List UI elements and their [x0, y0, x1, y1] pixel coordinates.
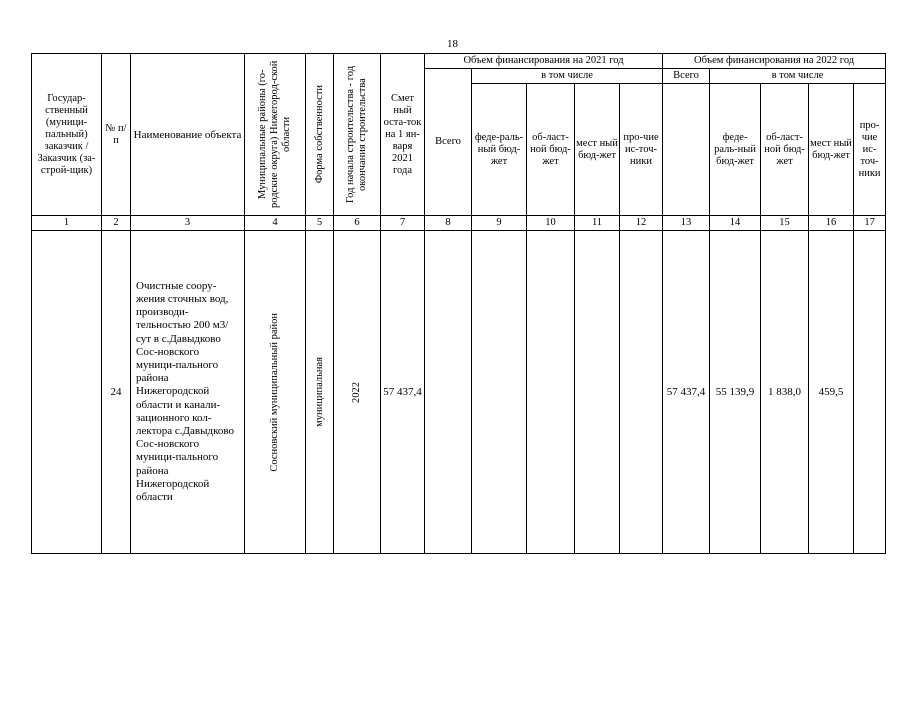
- cell-local-2021: [575, 231, 620, 554]
- cell-number: 24: [102, 231, 131, 554]
- cell-federal-2021: [472, 231, 527, 554]
- header-total-2022-blank: [663, 84, 710, 216]
- column-number: 7: [381, 216, 425, 231]
- cell-local-2022: 459,5: [809, 231, 854, 554]
- header-district: Муниципальные районы (го-родские округа) Нижегород-ской области: [245, 54, 306, 216]
- column-number: 4: [245, 216, 306, 231]
- page-number: 18: [447, 38, 458, 50]
- cell-customer: [32, 231, 102, 554]
- column-number: 15: [761, 216, 809, 231]
- column-number: 11: [575, 216, 620, 231]
- header-local-2021: мест ный бюд-жет: [575, 84, 620, 216]
- cell-district: Сосновский муниципальный район: [245, 231, 306, 554]
- header-customer: Государ-ственный (муници-пальный) заказчик /Заказчик (за-строй-щик): [32, 54, 102, 216]
- header-number: № п/п: [102, 54, 131, 216]
- cell-estimated-balance: 57 437,4: [381, 231, 425, 554]
- cell-object-name: Очистные соору-жения сточных вод, производи-тельностью 200 м3/сут в с.Давыдково Сос-новского муници-пального района Нижегородской области и канали-зационного кол-лектора с.Давыдково Сос-новского муници-пального района Нижегородской области: [131, 231, 245, 554]
- header-local-2022: мест ный бюд-жет: [809, 84, 854, 216]
- header-federal-2022: феде-раль-ный бюд-жет: [710, 84, 761, 216]
- header-financing-2021: Объем финансирования на 2021 год: [425, 54, 663, 69]
- column-number: 12: [620, 216, 663, 231]
- header-including-2021: в том числе: [472, 69, 663, 84]
- column-numbers-row: [32, 216, 886, 231]
- table-row: [32, 231, 886, 554]
- cell-regional-2022: 1 838,0: [761, 231, 809, 554]
- header-years: Год начала строительства - год окончания строительства: [334, 54, 381, 216]
- column-number: 8: [425, 216, 472, 231]
- column-number: 1: [32, 216, 102, 231]
- cell-years: 2022: [334, 231, 381, 554]
- header-regional-2022: об-ласт-ной бюд-жет: [761, 84, 809, 216]
- cell-other-2021: [620, 231, 663, 554]
- header-ownership: Форма собственности: [306, 54, 334, 216]
- column-number: 9: [472, 216, 527, 231]
- cell-total-2021: [425, 231, 472, 554]
- header-total-2021: Всего: [425, 69, 472, 216]
- column-number: 3: [131, 216, 245, 231]
- column-number: 5: [306, 216, 334, 231]
- column-number: 6: [334, 216, 381, 231]
- column-number: 16: [809, 216, 854, 231]
- cell-ownership: муниципальная: [306, 231, 334, 554]
- header-regional-2021: об-ласт-ной бюд-жет: [527, 84, 575, 216]
- header-estimated-balance: Смет ный оста-ток на 1 ян-варя 2021 года: [381, 54, 425, 216]
- cell-total-2022: 57 437,4: [663, 231, 710, 554]
- header-object-name: Наименование объекта: [131, 54, 245, 216]
- column-number: 13: [663, 216, 710, 231]
- header-other-2021: про-чие ис-точ-ники: [620, 84, 663, 216]
- header-total-2022: Всего: [663, 69, 710, 84]
- header-financing-2022: Объем финансирования на 2022 год: [663, 54, 886, 69]
- cell-other-2022: [854, 231, 886, 554]
- cell-federal-2022: 55 139,9: [710, 231, 761, 554]
- column-number: 2: [102, 216, 131, 231]
- cell-regional-2021: [527, 231, 575, 554]
- financing-table: [31, 53, 886, 554]
- header-including-2022: в том числе: [710, 69, 886, 84]
- column-number: 14: [710, 216, 761, 231]
- column-number: 17: [854, 216, 886, 231]
- header-federal-2021: феде-раль-ный бюд-жет: [472, 84, 527, 216]
- header-other-2022: про-чие ис-точ-ники: [854, 84, 886, 216]
- column-number: 10: [527, 216, 575, 231]
